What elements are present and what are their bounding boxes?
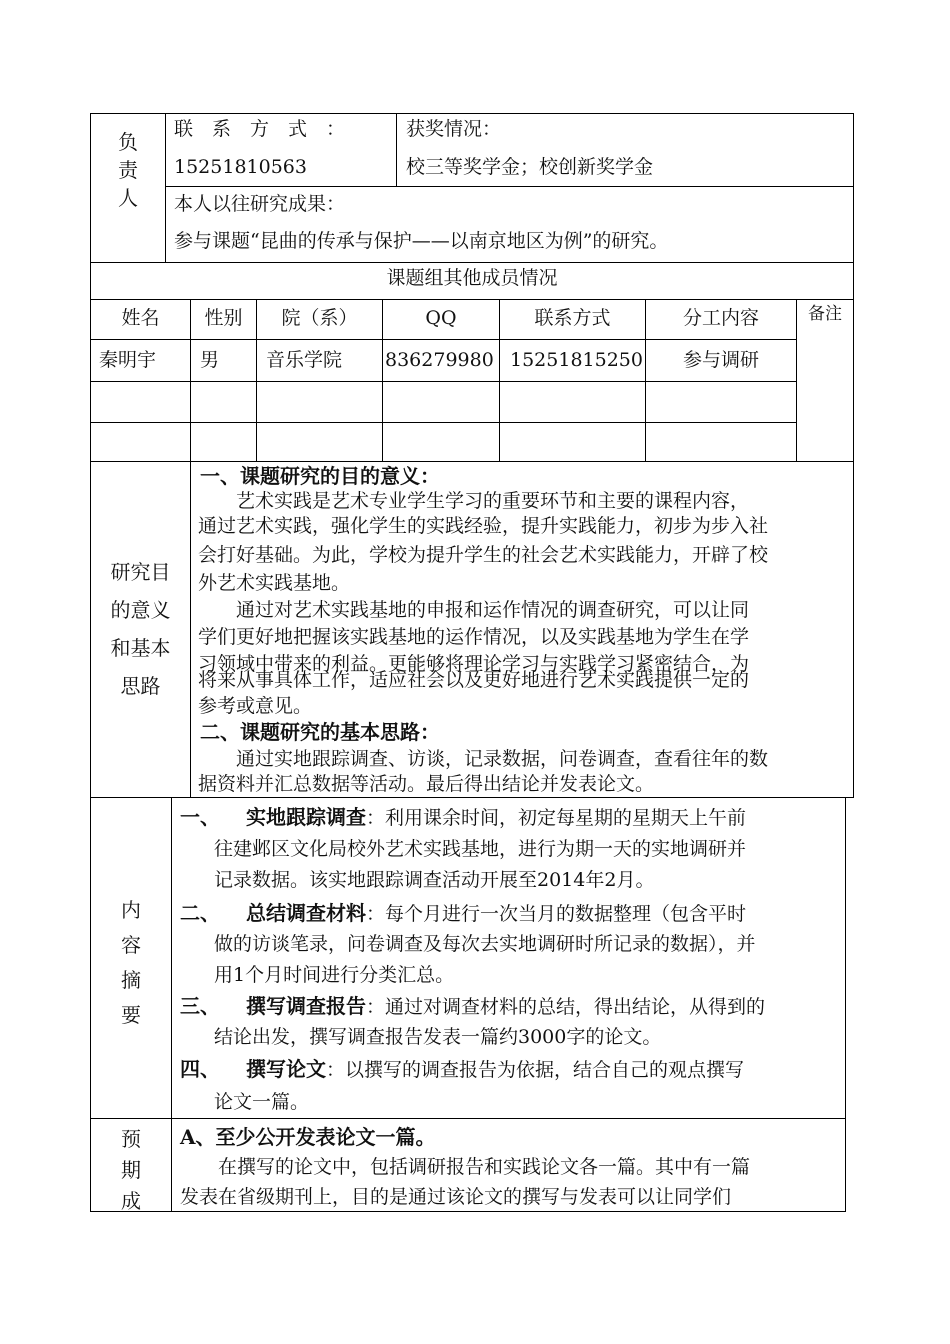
col-divider: [190, 461, 191, 798]
expected-label-char: 期: [121, 1158, 141, 1182]
member-qq: 836279980: [385, 349, 494, 371]
item-line: 往建邺区文化局校外艺术实践基地，进行为期一天的实地调研并: [214, 838, 747, 860]
col-divider: [396, 113, 397, 187]
purpose-label-line: 和基本: [110, 636, 171, 660]
row-divider: [90, 339, 796, 340]
header-remarks: 备注: [808, 304, 842, 324]
purpose-label-line: 思路: [120, 674, 161, 698]
item-line: 结论出发，撰写调查报告发表一篇约3000字的论文。: [214, 1026, 662, 1048]
row-divider: [90, 461, 854, 462]
leader-label: [91, 128, 165, 212]
purpose-para-1-line: 外艺术实践基地。: [198, 572, 351, 594]
expected-line: 发表在省级期刊上，目的是通过该论文的撰写与发表可以让同学们: [180, 1186, 732, 1208]
expected-label-char: 成: [121, 1189, 141, 1213]
contact-label: 联 系 方 式 ：: [174, 118, 346, 140]
member-contact: 15251815250: [510, 349, 643, 371]
header-name: 姓名: [121, 307, 160, 329]
header-division: 分工内容: [682, 307, 759, 329]
header-contact: 联系方式: [534, 307, 611, 329]
leader-label-char: 负: [118, 130, 138, 154]
item-text: ：以撰写的调查报告为依据，结合自己的观点撰写: [326, 1059, 745, 1081]
purpose-para-2-line: 习领域中带来的利益。更能够将理论学习与实践学习紧密结合，为: [198, 653, 750, 675]
awards-value: 校三等奖学金；校创新奖学金: [406, 156, 654, 178]
row-divider: [90, 381, 796, 382]
item-first-line: [246, 1059, 744, 1080]
row-divider: [90, 262, 854, 263]
leader-label-char: 人: [118, 186, 138, 210]
purpose-para-3-line: 通过实地跟踪调查、访谈，记录数据，问卷调查，查看往年的数: [198, 748, 769, 770]
members-title: 课题组其他成员情况: [386, 267, 558, 289]
item-line: 做的访谈笔录，问卷调查及每次去实地调研时所记录的数据），并: [214, 933, 756, 955]
expected-heading: A、至少公开发表论文一篇。: [180, 1125, 436, 1149]
row-divider: [165, 186, 854, 187]
item-first-line: [246, 996, 765, 1017]
row-divider: [90, 797, 854, 798]
member-gender: 男: [200, 349, 220, 371]
item-title: 撰写论文: [246, 1057, 326, 1081]
summary-label: [91, 893, 171, 1033]
item-number: 三、: [180, 994, 220, 1018]
item-title: 实地跟踪调查: [246, 805, 366, 829]
table-border-top: [90, 113, 854, 114]
member-division: 参与调研: [682, 349, 759, 371]
purpose-para-2-line: 将来从事具体工作，适应社会以及更好地进行艺术实践提供一定的: [198, 669, 750, 691]
purpose-label-line: 的意义: [110, 598, 171, 622]
expected-label: [91, 1124, 171, 1217]
purpose-para-2-line: 参考或意见。: [198, 695, 313, 717]
item-title: 撰写调查报告: [246, 994, 366, 1018]
member-name: 秦明宇: [99, 349, 157, 371]
summary-label-char: 要: [121, 1003, 141, 1027]
past-research-value: 参与课题“昆曲的传承与保护——以南京地区为例”的研究。: [174, 230, 669, 252]
item-number: 一、: [180, 805, 220, 829]
table-border-right: [845, 797, 846, 1212]
item-line: 用1个月时间进行分类汇总。: [214, 964, 455, 986]
item-text: ：通过对调查材料的总结，得出结论，从得到的: [366, 996, 766, 1018]
item-text: ：每个月进行一次当月的数据整理（包含平时: [366, 903, 747, 925]
col-divider: [171, 797, 172, 1212]
summary-label-char: 容: [121, 933, 141, 957]
row-divider: [90, 1118, 846, 1119]
row-divider: [90, 422, 796, 423]
item-number: 二、: [180, 901, 220, 925]
purpose-para-2-line: 通过对艺术实践基地的申报和运作情况的调查研究，可以让同: [198, 599, 750, 621]
item-number: 四、: [180, 1057, 220, 1081]
purpose-para-1-line: 会打好基础。为此，学校为提升学生的社会艺术实践能力，开辟了校: [198, 544, 769, 566]
purpose-para-3-line: 据资料并汇总数据等活动。最后得出结论并发表论文。: [198, 773, 655, 795]
header-qq: QQ: [425, 307, 457, 329]
summary-label-char: 内: [121, 898, 141, 922]
purpose-label-line: 研究目: [110, 560, 171, 584]
header-department: 院（系）: [281, 307, 358, 329]
item-line: 记录数据。该实地跟踪调查活动开展至2014年2月。: [214, 869, 655, 891]
item-first-line: [246, 903, 746, 924]
purpose-para-1-line: 通过艺术实践，强化学生的实践经验，提升实践能力，初步为步入社: [198, 515, 769, 537]
member-department: 音乐学院: [266, 349, 343, 371]
expected-line: 在撰写的论文中，包括调研报告和实践论文各一篇。其中有一篇: [180, 1156, 751, 1178]
purpose-heading-1: 一、课题研究的目的意义：: [200, 464, 440, 488]
contact-value: 15251810563: [174, 156, 307, 178]
awards-label: 获奖情况：: [406, 118, 502, 140]
leader-label-char: 责: [118, 158, 138, 182]
item-first-line: [246, 807, 746, 828]
purpose-label: [91, 553, 190, 705]
header-gender: 性别: [204, 307, 243, 329]
purpose-heading-2: 二、课题研究的基本思路：: [200, 720, 440, 744]
item-title: 总结调查材料: [246, 901, 366, 925]
table-border-bottom: [90, 1211, 846, 1212]
item-line: 论文一篇。: [214, 1091, 310, 1113]
item-text: ：利用课余时间，初定每星期的星期天上午前: [366, 807, 747, 829]
purpose-para-1-line: 艺术实践是艺术专业学生学习的重要环节和主要的课程内容，: [198, 490, 750, 512]
past-research-label: 本人以往研究成果：: [174, 193, 346, 215]
summary-label-char: 摘: [121, 968, 141, 992]
col-divider: [165, 113, 166, 263]
table-border-right: [853, 113, 854, 798]
purpose-para-2-line: 学们更好地把握该实践基地的运作情况，以及实践基地为学生在学: [198, 626, 750, 648]
row-divider: [90, 299, 854, 300]
expected-label-char: 预: [121, 1127, 141, 1151]
